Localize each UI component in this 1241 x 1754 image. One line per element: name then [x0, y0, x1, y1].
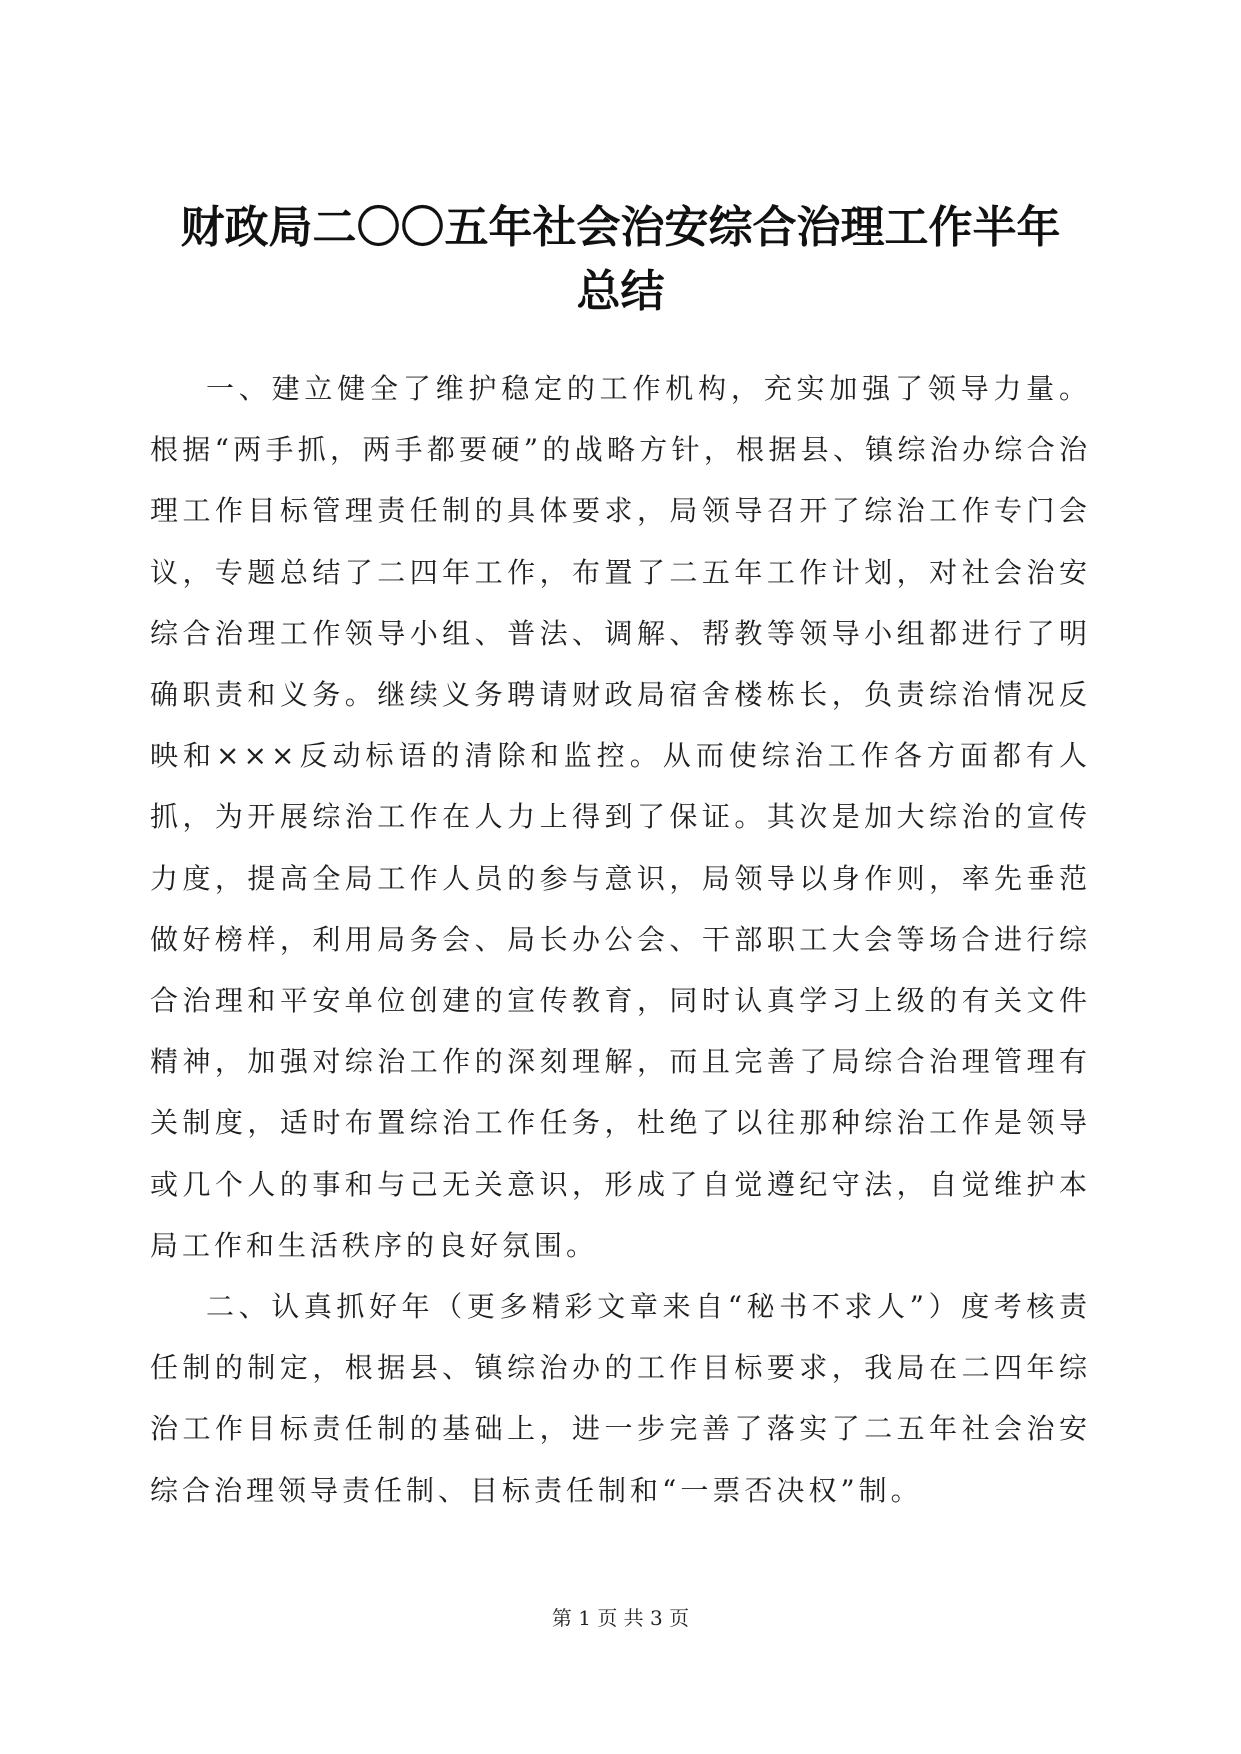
title-line-1: 财政局二〇〇五年社会治安综合治理工作半年 [180, 202, 1061, 253]
paragraph-1: 一、建立健全了维护稳定的工作机构，充实加强了领导力量。根据“两手抓，两手都要硬”的战略方针，根据县、镇综治办综合治理工作目标管理责任制的具体要求，局领导召开了综治工作专门会议，专题总结了二四年工作，布置了二五年工作计划，对社会治安综合治理工作领导小组、普法、调解、帮教等领导小组都进行了明确职责和义务。继续义务聘请财政局宿舍楼栋长，负责综治情况反映和×××反动标语的清除和监控。从而使综治工作各方面都有人抓，为开展综治工作在人力上得到了保证。其次是加大综治的宣传力度，提高全局工作人员的参与意识，局领导以身作则，率先垂范做好榜样，利用局务会、局长办公会、干部职工大会等场合进行综合治理和平安单位创建的宣传教育，同时认真学习上级的有关文件精神，加强对综治工作的深刻理解，而且完善了局综合治理管理有关制度，适时布置综治工作任务，杜绝了以往那种综治工作是领导或几个人的事和与己无关意识，形成了自觉遵纪守法，自觉维护本局工作和生活秩序的良好氛围。 [150, 372, 1091, 1262]
page-number-footer: 第 1 页 共 3 页 [551, 1606, 690, 1630]
document-body [150, 358, 1091, 1521]
document-title [150, 196, 1091, 324]
paragraph-2: 二、认真抓好年（更多精彩文章来自“秘书不求人”）度考核责任制的制定，根据县、镇综治办的工作目标要求，我局在二四年综治工作目标责任制的基础上，进一步完善了落实了二五年社会治安综合治理领导责任制、目标责任制和“一票否决权”制。 [150, 1290, 1091, 1507]
title-line-2: 总结 [576, 266, 665, 317]
